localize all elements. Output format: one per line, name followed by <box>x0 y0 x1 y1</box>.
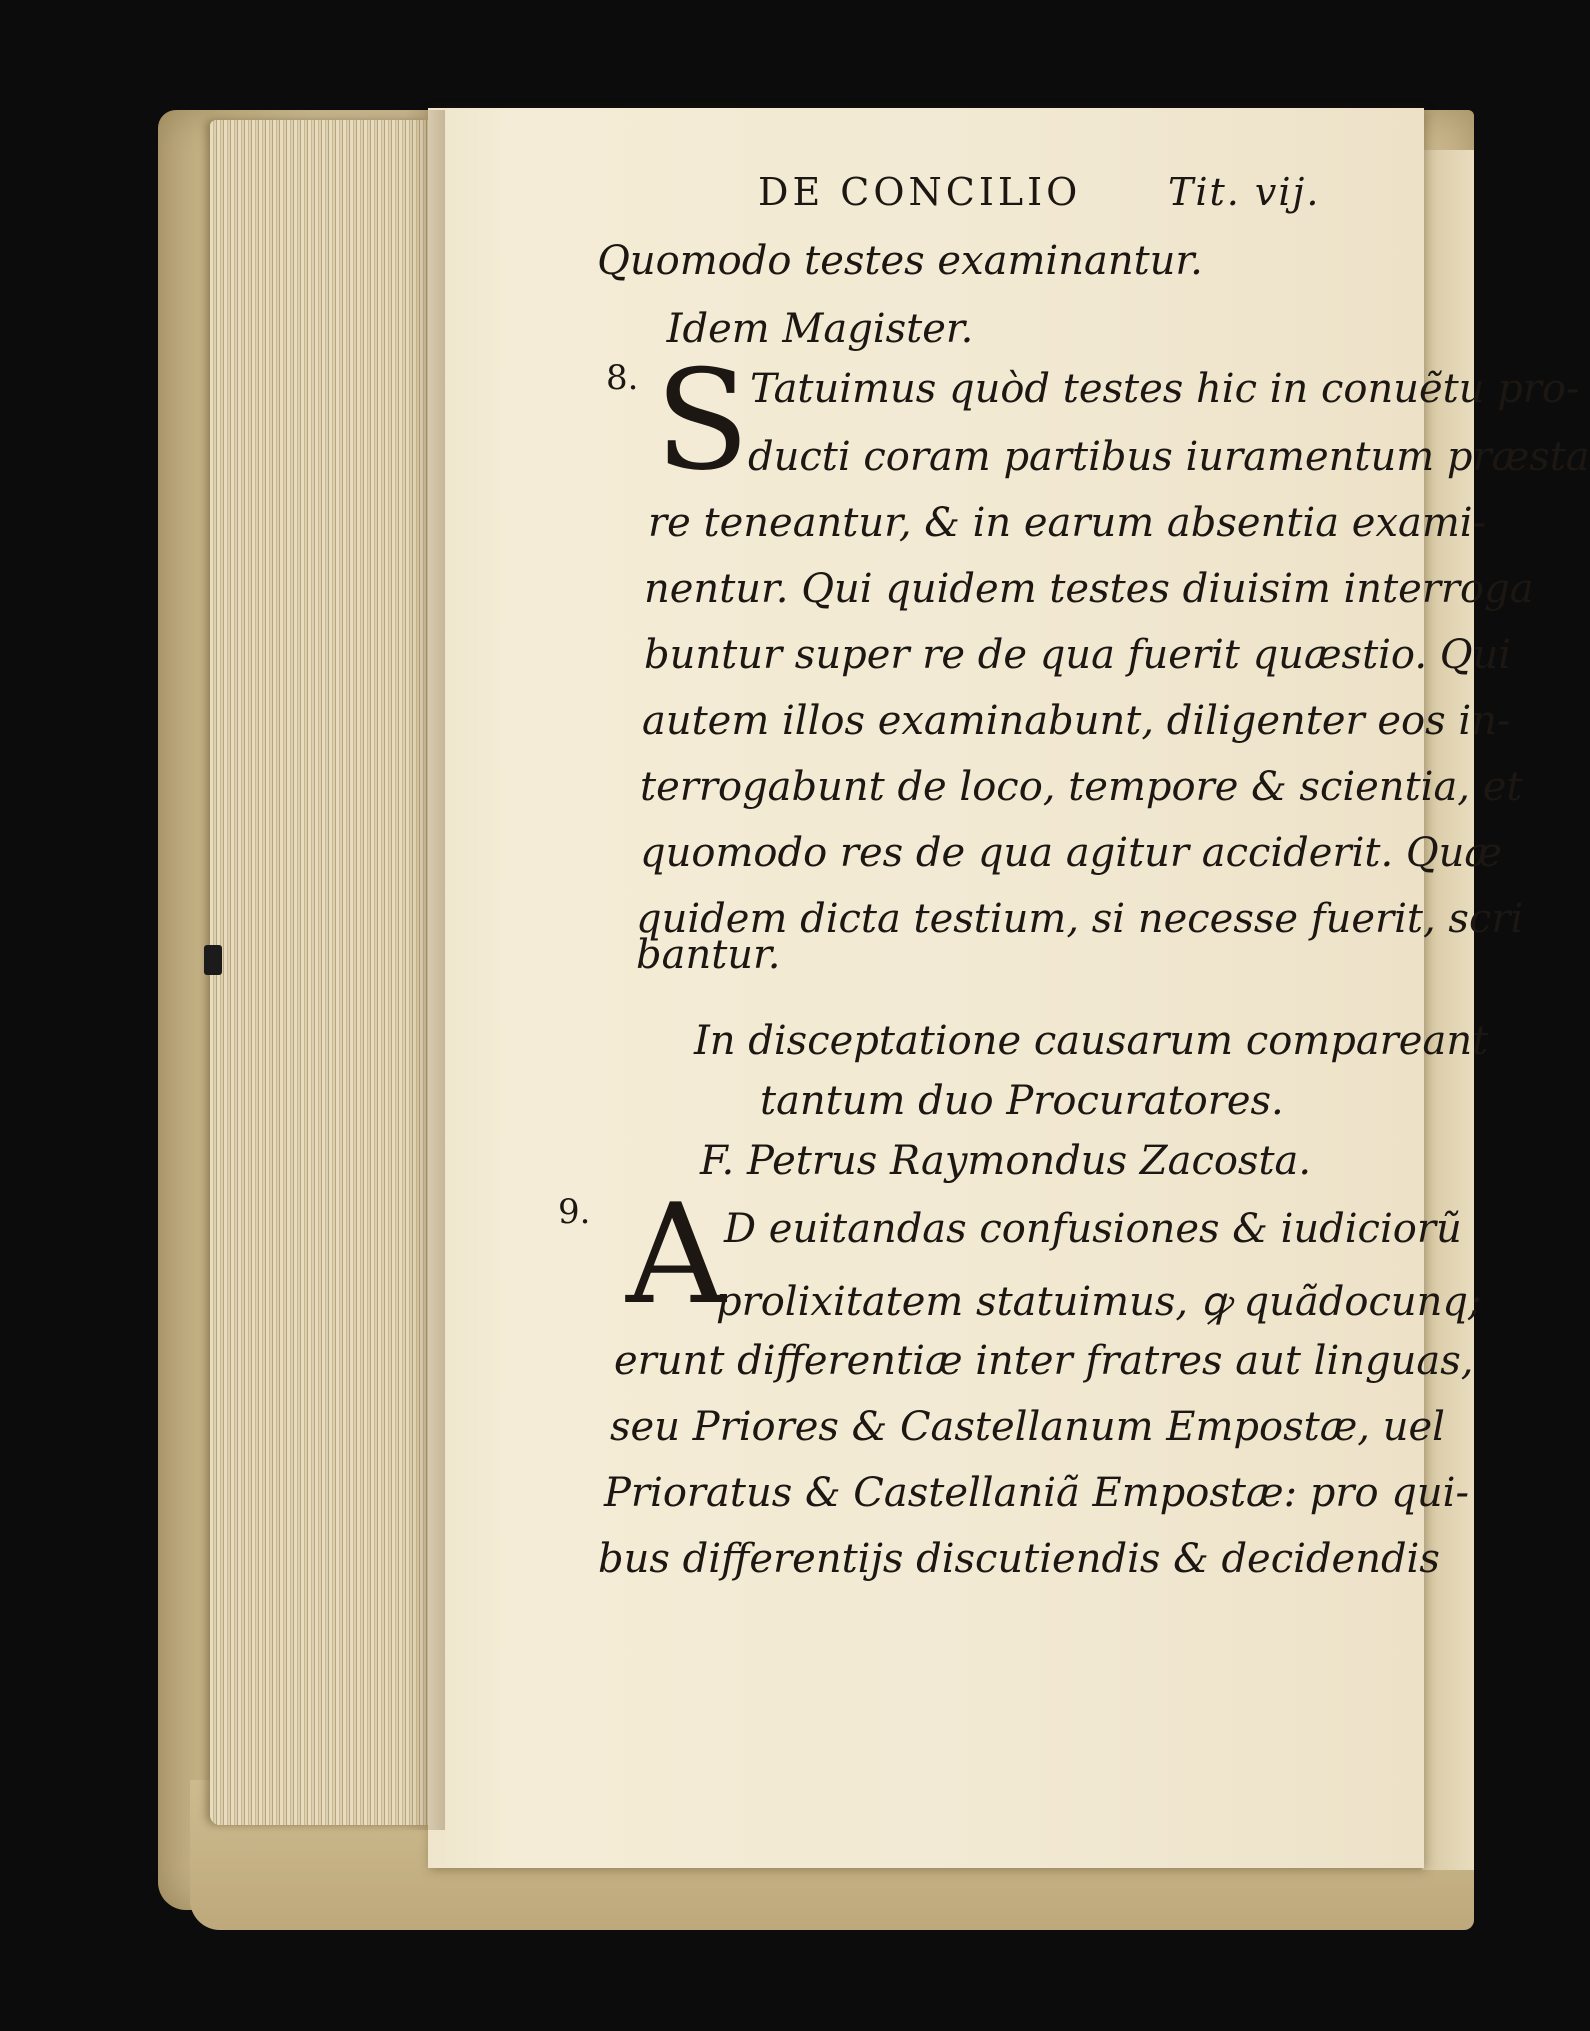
text-line: D euitandas confusiones & iudiciorũ <box>724 1206 1462 1252</box>
text-line: ducti coram partibus iuramentum præsta <box>748 434 1590 480</box>
text-line: bantur. <box>636 932 781 978</box>
text-line: erunt differentiæ inter fratres aut linguas, <box>614 1338 1474 1384</box>
text-line: prolixitatem statuimus, ꝙ quãdocunq; <box>716 1279 1482 1325</box>
text-line: autem illos examinabunt, diligenter eos in- <box>642 698 1511 744</box>
page-block-edges <box>210 120 430 1825</box>
text-line: nentur. Qui quidem testes diuisim interroga <box>644 566 1534 612</box>
text-line: quidem dicta testium, si necesse fuerit, scri <box>636 896 1524 942</box>
text-line: Tatuimus quòd testes hic in conuẽtu pro- <box>750 366 1580 412</box>
text-line: quomodo res de qua agitur acciderit. Quæ <box>640 830 1503 876</box>
section-author: F. Petrus Raymondus Zacosta. <box>700 1138 1312 1184</box>
text-line: buntur super re de qua fuerit quæstio. Qui <box>644 632 1512 678</box>
section-heading-line: tantum duo Procuratores. <box>760 1078 1284 1124</box>
running-head <box>758 170 1358 220</box>
section-heading-line: In disceptatione causarum compareant <box>694 1018 1489 1064</box>
text-line: re teneantur, & in earum absentia exami- <box>648 500 1487 546</box>
text-line: Prioratus & Castellaniã Empostæ: pro qui- <box>604 1470 1469 1516</box>
drop-capital: S <box>655 340 750 501</box>
gutter-shadow <box>405 110 445 1830</box>
section-author: Idem Magister. <box>666 306 974 352</box>
text-line: bus differentijs discutiendis & decidendis <box>598 1536 1440 1582</box>
section-heading: Quomodo testes examinantur. <box>597 238 1203 284</box>
running-head-title: DE CONCILIO <box>758 170 1082 214</box>
paragraph-number: 9. <box>558 1192 591 1232</box>
text-line: seu Priores & Castellanum Empostæ, uel <box>610 1404 1445 1450</box>
drop-capital: A <box>626 1174 726 1335</box>
paragraph-number: 8. <box>606 358 639 398</box>
text-line: terrogabunt de loco, tempore & scientia, et <box>640 764 1523 810</box>
running-head-title-number: Tit. vij. <box>1168 170 1321 214</box>
clasp-mark <box>204 945 222 975</box>
